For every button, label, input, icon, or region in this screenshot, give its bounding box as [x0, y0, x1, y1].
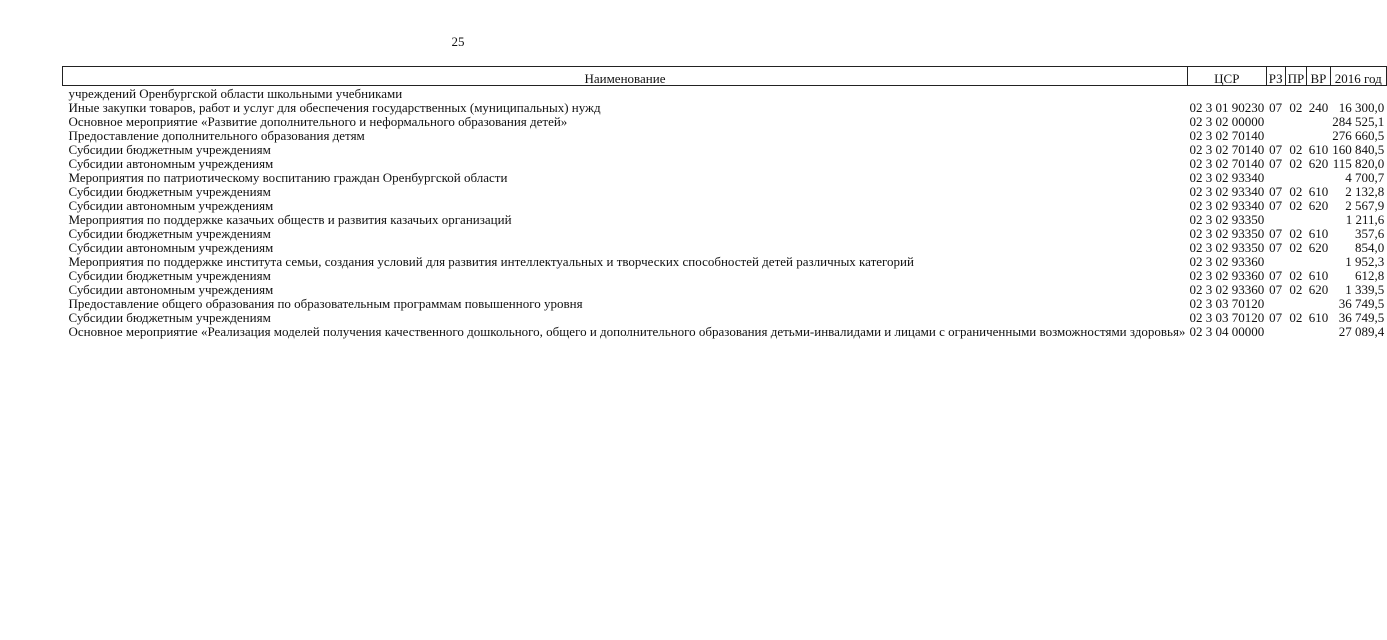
- row-amount: 16 300,0: [1338, 100, 1385, 115]
- row-name: Предоставление дополнительного образования детям: [68, 128, 365, 143]
- row-amount: 357,6: [1354, 226, 1385, 241]
- row-rz: 07: [1269, 184, 1283, 199]
- header-year: 2016 год: [1330, 67, 1386, 86]
- row-name: Предоставление общего образования по образовательным программам повышенного уровня: [68, 296, 583, 311]
- table-row: [63, 324, 1387, 338]
- row-rz: [1266, 86, 1285, 101]
- row-name: Иные закупки товаров, работ и услуг для обеспечения государственных (муниципальных) нужд: [68, 100, 601, 115]
- header-pr: ПР: [1285, 67, 1307, 86]
- row-pr: [1285, 86, 1307, 101]
- row-csr: 02 3 02 93350: [1189, 240, 1265, 255]
- row-rz: [1266, 114, 1285, 128]
- row-vr: [1307, 324, 1331, 338]
- row-name: Субсидии бюджетным учреждениям: [68, 310, 271, 325]
- row-pr: [1285, 212, 1307, 226]
- row-pr: 02: [1289, 156, 1303, 171]
- row-name: Мероприятия по поддержке казачьих обществ и развития казачьих организаций: [68, 212, 512, 227]
- table-row: [63, 184, 1387, 198]
- row-csr: 02 3 02 70140: [1189, 156, 1265, 171]
- row-name: Мероприятия по патриотическому воспитанию граждан Оренбургской области: [68, 170, 508, 185]
- row-vr: 240: [1308, 100, 1329, 115]
- row-name: Субсидии автономным учреждениям: [68, 240, 274, 255]
- row-vr: 620: [1308, 240, 1329, 255]
- table-row: [63, 282, 1387, 296]
- row-vr: 610: [1308, 226, 1329, 241]
- row-rz: 07: [1269, 240, 1283, 255]
- row-vr: 620: [1308, 282, 1329, 297]
- row-rz: 07: [1269, 142, 1283, 157]
- row-name: учреждений Оренбургской области школьными учебниками: [68, 86, 403, 101]
- table-row: [63, 296, 1387, 310]
- row-pr: 02: [1289, 240, 1303, 255]
- row-amount: 4 700,7: [1345, 170, 1385, 185]
- table-body: [63, 86, 1387, 339]
- row-csr: 02 3 04 00000: [1189, 324, 1265, 339]
- table-row: [63, 212, 1387, 226]
- row-rz: 07: [1269, 226, 1283, 241]
- row-vr: 620: [1308, 156, 1329, 171]
- row-csr: 02 3 02 93340: [1189, 184, 1265, 199]
- row-csr: 02 3 02 93350: [1189, 212, 1265, 227]
- table-row: [63, 310, 1387, 324]
- row-csr: 02 3 02 93340: [1189, 198, 1265, 213]
- row-rz: [1266, 254, 1285, 268]
- row-csr: 02 3 02 93340: [1189, 170, 1265, 185]
- row-pr: 02: [1289, 226, 1303, 241]
- row-csr: 02 3 02 93360: [1189, 268, 1265, 283]
- row-pr: 02: [1289, 100, 1303, 115]
- row-vr: [1307, 86, 1331, 101]
- row-amount: 284 525,1: [1332, 114, 1385, 129]
- table-row: [63, 198, 1387, 212]
- row-pr: 02: [1289, 198, 1303, 213]
- row-vr: 610: [1308, 142, 1329, 157]
- header-csr: ЦСР: [1187, 67, 1266, 86]
- row-csr: [1187, 86, 1266, 101]
- row-vr: [1307, 114, 1331, 128]
- table-row: [63, 142, 1387, 156]
- row-name: Субсидии бюджетным учреждениям: [68, 142, 271, 157]
- row-rz: 07: [1269, 198, 1283, 213]
- row-name: Субсидии бюджетным учреждениям: [68, 226, 271, 241]
- header-vr: ВР: [1307, 67, 1331, 86]
- row-rz: [1266, 128, 1285, 142]
- table-row: [63, 268, 1387, 282]
- row-rz: 07: [1269, 310, 1283, 325]
- row-pr: [1285, 114, 1307, 128]
- header-rz: РЗ: [1266, 67, 1285, 86]
- row-rz: 07: [1269, 282, 1283, 297]
- row-rz: 07: [1269, 268, 1283, 283]
- table-row: [63, 114, 1387, 128]
- row-amount: 854,0: [1354, 240, 1385, 255]
- row-amount: 115 820,0: [1332, 156, 1385, 171]
- row-name: Субсидии бюджетным учреждениям: [68, 268, 271, 283]
- row-vr: [1307, 296, 1331, 310]
- row-name: Субсидии автономным учреждениям: [68, 156, 274, 171]
- row-amount: [1330, 86, 1386, 101]
- row-csr: 02 3 03 70120: [1189, 296, 1265, 311]
- row-pr: 02: [1289, 282, 1303, 297]
- row-name: Субсидии автономным учреждениям: [68, 282, 274, 297]
- table-row: [63, 254, 1387, 268]
- row-name: Субсидии бюджетным учреждениям: [68, 184, 271, 199]
- row-rz: [1266, 324, 1285, 338]
- table-row: [63, 100, 1387, 114]
- page-number: 25: [451, 34, 465, 49]
- row-name: Мероприятия по поддержке института семьи, создания условий для развития интеллектуальных и творческих способностей детей различных категорий: [68, 254, 914, 269]
- row-vr: 610: [1308, 310, 1329, 325]
- row-amount: 27 089,4: [1338, 324, 1385, 339]
- row-csr: 02 3 02 70140: [1189, 128, 1265, 143]
- row-vr: 620: [1308, 198, 1329, 213]
- row-pr: 02: [1289, 184, 1303, 199]
- row-csr: 02 3 02 93350: [1189, 226, 1265, 241]
- row-vr: [1307, 170, 1331, 184]
- table-row: [63, 170, 1387, 184]
- row-pr: 02: [1289, 310, 1303, 325]
- row-pr: [1285, 324, 1307, 338]
- table-row: [63, 226, 1387, 240]
- budget-table: [62, 66, 1387, 338]
- header-name: Наименование: [63, 67, 1188, 86]
- row-amount: 612,8: [1354, 268, 1385, 283]
- row-rz: 07: [1269, 100, 1283, 115]
- row-amount: 1 339,5: [1345, 282, 1385, 297]
- row-name: Субсидии автономным учреждениям: [68, 198, 274, 213]
- row-csr: 02 3 02 93360: [1189, 254, 1265, 269]
- row-pr: 02: [1289, 142, 1303, 157]
- row-amount: 2 567,9: [1345, 198, 1385, 213]
- row-amount: 276 660,5: [1332, 128, 1385, 143]
- row-rz: 07: [1269, 156, 1283, 171]
- table-row: [63, 86, 1387, 101]
- row-vr: [1307, 212, 1331, 226]
- table-row: [63, 128, 1387, 142]
- row-vr: [1307, 254, 1331, 268]
- row-pr: [1285, 128, 1307, 142]
- row-name: Основное мероприятие «Развитие дополнительного и неформального образования детей»: [68, 114, 568, 129]
- row-csr: 02 3 02 70140: [1189, 142, 1265, 157]
- row-pr: [1285, 296, 1307, 310]
- row-vr: [1307, 128, 1331, 142]
- row-csr: 02 3 01 90230: [1189, 100, 1265, 115]
- row-rz: [1266, 296, 1285, 310]
- row-amount: 160 840,5: [1332, 142, 1385, 157]
- row-amount: 1 211,6: [1345, 212, 1385, 227]
- table-row: [63, 240, 1387, 254]
- row-vr: 610: [1308, 268, 1329, 283]
- table-header-row: [63, 67, 1387, 86]
- table-row: [63, 156, 1387, 170]
- row-pr: [1285, 170, 1307, 184]
- row-pr: [1285, 254, 1307, 268]
- row-csr: 02 3 02 00000: [1189, 114, 1265, 129]
- row-pr: 02: [1289, 268, 1303, 283]
- row-amount: 36 749,5: [1338, 310, 1385, 325]
- row-rz: [1266, 212, 1285, 226]
- row-amount: 2 132,8: [1345, 184, 1385, 199]
- row-amount: 36 749,5: [1338, 296, 1385, 311]
- row-name: Основное мероприятие «Реализация моделей получения качественного дошкольного, общего и дополнительного образования детьми-инвалидами и лицами с ограниченными возможностями здоровья»: [68, 324, 1186, 339]
- row-amount: 1 952,3: [1345, 254, 1385, 269]
- row-csr: 02 3 02 93360: [1189, 282, 1265, 297]
- row-rz: [1266, 170, 1285, 184]
- row-csr: 02 3 03 70120: [1189, 310, 1265, 325]
- row-vr: 610: [1308, 184, 1329, 199]
